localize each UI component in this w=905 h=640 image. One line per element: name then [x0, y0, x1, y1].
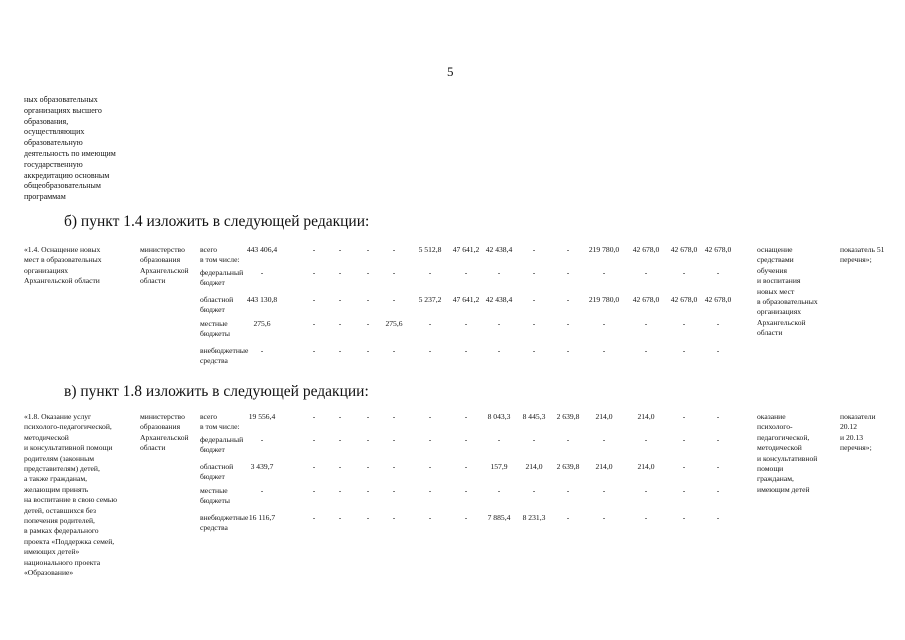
heading-point-1-8: в) пункт 1.8 изложить в следующей редакции:: [64, 383, 369, 400]
amount-cell: -: [644, 486, 648, 495]
amount-cell: -: [682, 412, 686, 421]
amount-cell: -: [532, 486, 536, 495]
amount-cell: -: [566, 319, 570, 328]
amount-cell: -: [338, 295, 342, 304]
amount-cell: 8 231,3: [522, 513, 546, 522]
measure-text-line: и консультативной помощи: [24, 443, 113, 453]
amount-cell: 42 678,0: [632, 295, 660, 304]
amount-cell: 214,0: [595, 462, 613, 471]
text-line: аккредитацию основным: [24, 170, 110, 180]
result-text-line: гражданам,: [757, 474, 794, 484]
result-text-line: психолого-: [757, 422, 793, 432]
amount-cell: -: [602, 513, 606, 522]
funding-source-label: средства: [200, 523, 228, 533]
indicator-text-line: 20.12: [840, 422, 858, 432]
amount-cell: -: [532, 245, 536, 254]
amount-cell: 214,0: [637, 462, 655, 471]
measure-text-line: мест в образовательных: [24, 255, 102, 265]
amount-cell: -: [682, 462, 686, 471]
result-text-line: помощи: [757, 464, 784, 473]
funding-source-label: бюджет: [200, 278, 225, 288]
amount-cell: -: [716, 462, 720, 471]
result-text-line: обучения: [757, 265, 787, 275]
amount-cell: -: [497, 486, 501, 495]
result-text-line: оснащение: [757, 245, 793, 254]
funding-source-label: бюджет: [200, 472, 225, 482]
amount-cell: 42 678,0: [704, 295, 732, 304]
amount-cell: -: [392, 486, 396, 495]
amount-cell: -: [366, 268, 370, 277]
funding-source-label: внебюджетные: [200, 346, 249, 355]
result-text-line: педагогической,: [757, 432, 810, 442]
result-text-line: средствами: [757, 255, 794, 265]
result-text-line: и воспитания: [757, 276, 801, 286]
amount-cell: -: [392, 295, 396, 304]
funding-source-label: бюджеты: [200, 496, 230, 506]
amount-cell: -: [716, 412, 720, 421]
amount-cell: -: [566, 486, 570, 495]
amount-cell: -: [312, 435, 316, 444]
indicator-text-line: показатели: [840, 412, 876, 421]
measure-text-line: на воспитание в свою семью: [24, 495, 118, 505]
amount-cell: -: [312, 245, 316, 254]
amount-cell: -: [716, 319, 720, 328]
amount-cell: -: [338, 319, 342, 328]
amount-cell: -: [682, 268, 686, 277]
result-text-line: новых мест: [757, 286, 795, 296]
amount-cell: -: [366, 245, 370, 254]
amount-cell: -: [312, 513, 316, 522]
text-line: осуществляющих: [24, 127, 85, 137]
funding-source-label: федеральный: [200, 435, 244, 444]
executor-text-line: Архангельской: [140, 432, 189, 442]
amount-cell: 214,0: [595, 412, 613, 421]
amount-cell: -: [392, 245, 396, 254]
executor-text-line: области: [140, 443, 166, 453]
measure-text-line: представителям) детей,: [24, 464, 100, 473]
amount-cell: -: [566, 245, 570, 254]
amount-cell: -: [428, 412, 432, 421]
amount-cell: 19 556,4: [248, 412, 276, 421]
executor-text-line: Архангельской: [140, 265, 189, 275]
result-text-line: оказание: [757, 412, 786, 421]
amount-cell: 214,0: [525, 462, 543, 471]
amount-cell: 47 641,2: [452, 245, 480, 254]
amount-cell: -: [338, 462, 342, 471]
amount-cell: 157,9: [490, 462, 508, 471]
amount-cell: -: [716, 435, 720, 444]
amount-cell: 8 445,3: [522, 412, 546, 421]
amount-cell: 8 043,3: [487, 412, 511, 421]
amount-cell: -: [497, 268, 501, 277]
funding-source-label: федеральный: [200, 268, 244, 277]
amount-cell: 2 639,8: [556, 412, 580, 421]
text-line: образования,: [24, 116, 69, 126]
amount-cell: -: [338, 346, 342, 355]
text-line: государственную: [24, 159, 83, 169]
amount-cell: -: [428, 513, 432, 522]
amount-cell: -: [392, 268, 396, 277]
funding-source-label: в том числе:: [200, 255, 240, 265]
amount-cell: 5 237,2: [418, 295, 442, 304]
amount-cell: -: [602, 319, 606, 328]
funding-source-label: средства: [200, 356, 228, 366]
text-line: организациях высшего: [24, 105, 102, 115]
amount-cell: 42 438,4: [485, 295, 513, 304]
amount-cell: 42 678,0: [704, 245, 732, 254]
measure-text-line: а также гражданам,: [24, 474, 88, 484]
result-text-line: и консультативной: [757, 453, 818, 463]
indicator-text-line: показатель 51: [840, 245, 885, 254]
measure-text-line: проекта «Поддержка семей,: [24, 536, 115, 546]
amount-cell: 42 678,0: [670, 245, 698, 254]
amount-cell: -: [602, 268, 606, 277]
amount-cell: -: [464, 513, 468, 522]
amount-cell: -: [260, 486, 264, 495]
amount-cell: -: [532, 435, 536, 444]
funding-source-label: бюджеты: [200, 329, 230, 339]
amount-cell: -: [312, 412, 316, 421]
amount-cell: -: [312, 346, 316, 355]
amount-cell: -: [682, 513, 686, 522]
amount-cell: -: [566, 435, 570, 444]
result-text-line: методической: [757, 443, 802, 453]
amount-cell: -: [464, 435, 468, 444]
amount-cell: -: [338, 513, 342, 522]
amount-cell: -: [644, 513, 648, 522]
measure-text-line: в рамках федерального: [24, 526, 99, 536]
measure-text-line: имеющих детей»: [24, 547, 80, 557]
measure-text-line: попечения родителей,: [24, 516, 95, 525]
funding-source-label: внебюджетные: [200, 513, 249, 522]
amount-cell: -: [464, 268, 468, 277]
amount-cell: -: [338, 268, 342, 277]
amount-cell: -: [602, 435, 606, 444]
text-line: деятельность по имеющим: [24, 148, 116, 158]
amount-cell: -: [716, 346, 720, 355]
amount-cell: -: [260, 435, 264, 444]
amount-cell: -: [566, 346, 570, 355]
heading-point-1-4: б) пункт 1.4 изложить в следующей редакции:: [64, 213, 370, 230]
measure-text-line: родителям (законным: [24, 453, 95, 463]
text-line: программам: [24, 192, 66, 202]
amount-cell: -: [566, 513, 570, 522]
executor-text-line: министерство: [140, 245, 185, 254]
amount-cell: -: [602, 346, 606, 355]
amount-cell: -: [312, 268, 316, 277]
indicator-text-line: перечня»;: [840, 443, 872, 453]
measure-text-line: «1.8. Оказание услуг: [24, 412, 92, 421]
amount-cell: -: [566, 295, 570, 304]
amount-cell: -: [366, 513, 370, 522]
amount-cell: -: [428, 346, 432, 355]
amount-cell: -: [464, 486, 468, 495]
result-text-line: Архангельской: [757, 317, 806, 327]
funding-source-label: областной: [200, 295, 234, 304]
amount-cell: -: [312, 486, 316, 495]
measure-text-line: «1.4. Оснащение новых: [24, 245, 101, 254]
measure-text-line: национального проекта: [24, 557, 101, 567]
amount-cell: 5 512,8: [418, 245, 442, 254]
result-text-line: области: [757, 328, 783, 338]
amount-cell: 47 641,2: [452, 295, 480, 304]
amount-cell: -: [366, 295, 370, 304]
amount-cell: 214,0: [637, 412, 655, 421]
amount-cell: -: [428, 486, 432, 495]
amount-cell: -: [716, 513, 720, 522]
amount-cell: 7 885,4: [487, 513, 511, 522]
result-text-line: в образовательных: [757, 297, 818, 306]
amount-cell: -: [260, 346, 264, 355]
result-text-line: имеющим детей: [757, 484, 810, 494]
amount-cell: -: [366, 486, 370, 495]
amount-cell: -: [260, 268, 264, 277]
result-text-line: организациях: [757, 307, 801, 317]
measure-text-line: организациях: [24, 265, 68, 275]
amount-cell: -: [644, 268, 648, 277]
funding-source-label: местные: [200, 486, 228, 495]
funding-source-label: бюджет: [200, 445, 225, 455]
funding-source-label: всего: [200, 245, 218, 254]
measure-text-line: желающим принять: [24, 484, 89, 494]
amount-cell: -: [366, 462, 370, 471]
executor-text-line: образования: [140, 255, 181, 265]
amount-cell: -: [682, 486, 686, 495]
amount-cell: -: [312, 462, 316, 471]
amount-cell: -: [644, 435, 648, 444]
measure-text-line: методической: [24, 432, 69, 442]
measure-text-line: детей, оставшихся без: [24, 505, 96, 515]
amount-cell: 443 406,4: [246, 245, 278, 254]
amount-cell: -: [532, 346, 536, 355]
amount-cell: -: [366, 346, 370, 355]
amount-cell: -: [338, 486, 342, 495]
indicator-text-line: перечня»;: [840, 255, 872, 265]
amount-cell: -: [464, 319, 468, 328]
page-number: 5: [447, 64, 454, 79]
amount-cell: -: [338, 245, 342, 254]
funding-source-label: всего: [200, 412, 218, 421]
amount-cell: 42 678,0: [632, 245, 660, 254]
amount-cell: -: [392, 435, 396, 444]
amount-cell: 3 439,7: [250, 462, 274, 471]
funding-source-label: областной: [200, 462, 234, 471]
amount-cell: -: [312, 295, 316, 304]
amount-cell: -: [428, 462, 432, 471]
executor-text-line: министерство: [140, 412, 185, 421]
amount-cell: 42 678,0: [670, 295, 698, 304]
amount-cell: -: [392, 412, 396, 421]
amount-cell: -: [392, 513, 396, 522]
amount-cell: -: [428, 435, 432, 444]
amount-cell: 219 780,0: [588, 295, 620, 304]
amount-cell: -: [532, 268, 536, 277]
amount-cell: -: [497, 435, 501, 444]
amount-cell: -: [428, 268, 432, 277]
amount-cell: 2 639,8: [556, 462, 580, 471]
executor-text-line: образования: [140, 422, 181, 432]
amount-cell: -: [338, 435, 342, 444]
indicator-text-line: и 20.13: [840, 432, 864, 442]
amount-cell: -: [497, 346, 501, 355]
executor-text-line: области: [140, 276, 166, 286]
amount-cell: -: [644, 319, 648, 328]
amount-cell: -: [566, 268, 570, 277]
amount-cell: 443 130,8: [246, 295, 278, 304]
amount-cell: 42 438,4: [485, 245, 513, 254]
amount-cell: 275,6: [253, 319, 271, 328]
funding-source-label: в том числе:: [200, 422, 240, 432]
amount-cell: -: [366, 435, 370, 444]
amount-cell: -: [366, 412, 370, 421]
amount-cell: -: [532, 295, 536, 304]
amount-cell: -: [464, 346, 468, 355]
text-line: образовательную: [24, 138, 83, 148]
funding-source-label: бюджет: [200, 305, 225, 315]
amount-cell: 275,6: [385, 319, 403, 328]
amount-cell: -: [497, 319, 501, 328]
amount-cell: -: [716, 486, 720, 495]
amount-cell: -: [682, 319, 686, 328]
text-line: общеобразовательным: [24, 181, 101, 191]
measure-text-line: «Образование»: [24, 568, 74, 577]
amount-cell: -: [312, 319, 316, 328]
amount-cell: -: [338, 412, 342, 421]
measure-text-line: Архангельской области: [24, 276, 100, 286]
funding-source-label: местные: [200, 319, 228, 328]
text-line: ных образовательных: [24, 95, 98, 104]
amount-cell: 16 116,7: [248, 513, 276, 522]
amount-cell: -: [682, 346, 686, 355]
amount-cell: -: [464, 462, 468, 471]
amount-cell: -: [428, 319, 432, 328]
amount-cell: -: [532, 319, 536, 328]
amount-cell: -: [682, 435, 686, 444]
measure-text-line: психолого-педагогической,: [24, 422, 112, 432]
amount-cell: -: [602, 486, 606, 495]
amount-cell: -: [392, 346, 396, 355]
amount-cell: -: [716, 268, 720, 277]
amount-cell: 219 780,0: [588, 245, 620, 254]
amount-cell: -: [464, 412, 468, 421]
amount-cell: -: [644, 346, 648, 355]
amount-cell: -: [392, 462, 396, 471]
amount-cell: -: [366, 319, 370, 328]
